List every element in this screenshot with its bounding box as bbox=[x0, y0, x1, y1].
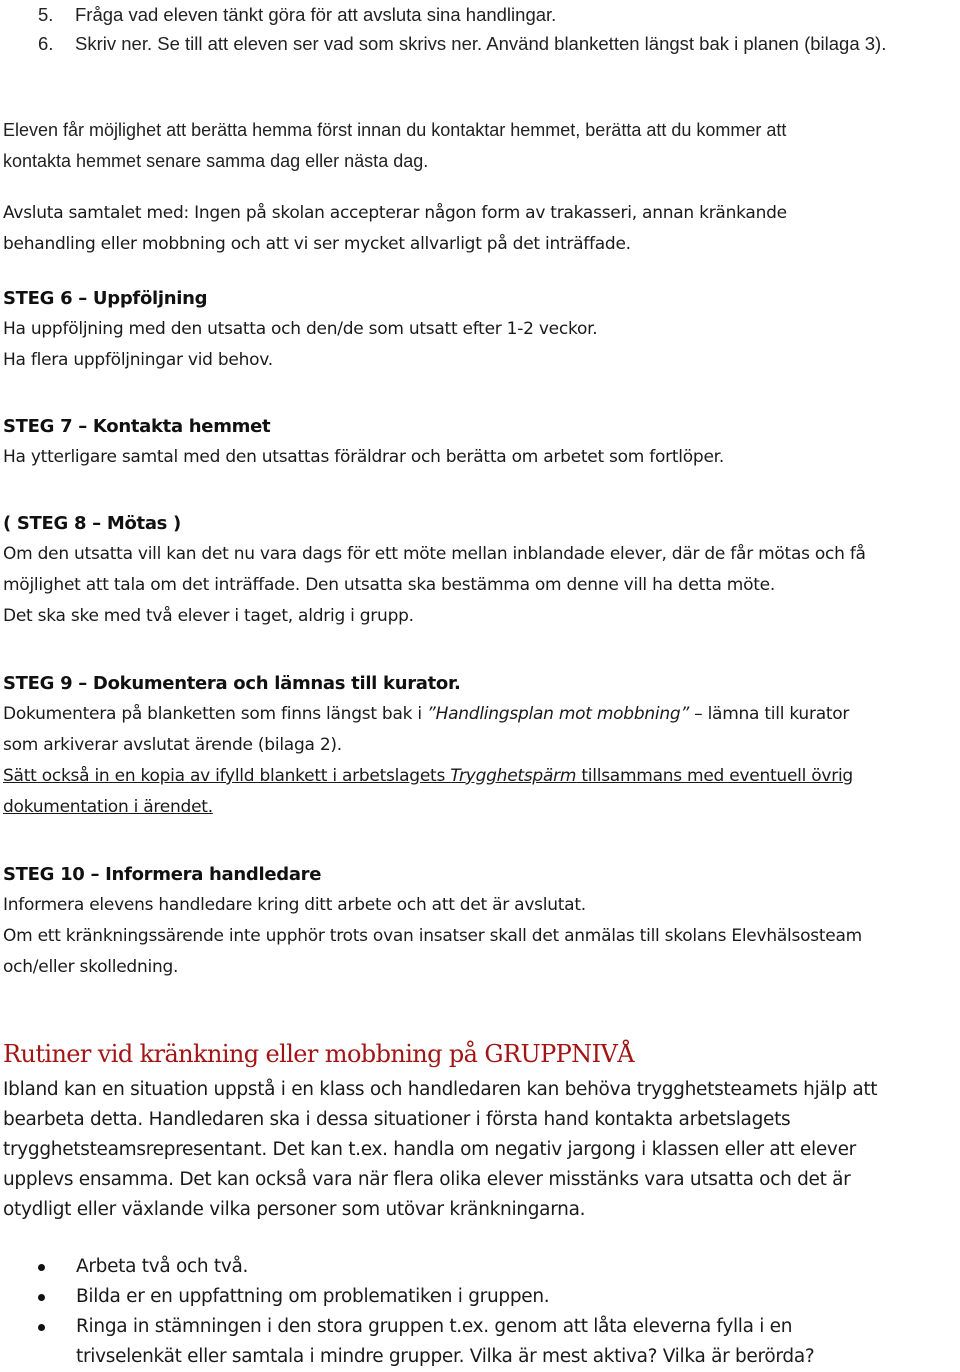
text-line: Ibland kan en situation uppstå i en klass och handledaren kan behöva trygghetsteamets hjälp att bbox=[3, 1079, 878, 1100]
bullet-text: Bilda er en uppfattning om problematiken i gruppen. bbox=[76, 1286, 550, 1307]
text-span: – lämna till kurator bbox=[689, 704, 850, 724]
group-level-paragraph bbox=[3, 1075, 953, 1225]
text-line: Om ett kränkningssärende inte upphör trots ovan insatser skall det anmälas till skolans Elevhälsosteam bbox=[3, 926, 862, 946]
text-line: kontakta hemmet senare samma dag eller nästa dag. bbox=[3, 151, 429, 171]
group-level-title: Rutiner vid kränkning eller mobbning på GRUPPNIVÅ bbox=[3, 1040, 634, 1068]
underlined-line: dokumentation i ärendet. bbox=[3, 797, 213, 817]
bullet-icon bbox=[38, 1324, 45, 1331]
bullet-text: trivselenkät eller samtala i mindre grupper. Vilka är mest aktiva? Vilka är berörda? bbox=[76, 1346, 815, 1367]
bullet-icon bbox=[38, 1264, 45, 1271]
text-line: Informera elevens handledare kring ditt arbete och att det är avslutat. bbox=[3, 895, 586, 915]
section-heading: STEG 9 – Dokumentera och lämnas till kurator. bbox=[3, 673, 461, 694]
text-line: bearbeta detta. Handledaren ska i dessa situationer i första hand kontakta arbetslagets bbox=[3, 1109, 791, 1130]
bullet-icon bbox=[38, 1294, 45, 1301]
bullet-text: Ringa in stämningen i den stora gruppen t.ex. genom att låta eleverna fylla i en bbox=[76, 1316, 793, 1337]
text-line: Det ska ske med två elever i taget, aldrig i grupp. bbox=[3, 606, 414, 626]
text-span: tillsammans med eventuell övrig bbox=[576, 766, 853, 786]
underlined-line bbox=[3, 761, 953, 792]
section-heading: STEG 7 – Kontakta hemmet bbox=[3, 416, 271, 437]
binder-reference: Trygghetspärm bbox=[450, 766, 577, 786]
section-heading: STEG 10 – Informera handledare bbox=[3, 864, 322, 885]
section-steg-7 bbox=[3, 411, 953, 473]
text-line: Om den utsatta vill kan det nu vara dags för ett möte mellan inblandade elever, där de får mötas och få bbox=[3, 544, 866, 564]
text-line: Ha ytterligare samtal med den utsattas föräldrar och berätta om arbetet som fortlöper. bbox=[3, 447, 725, 467]
section-steg-6 bbox=[3, 283, 953, 376]
list-item bbox=[0, 29, 945, 58]
text-line: Avsluta samtalet med: Ingen på skolan accepterar någon form av trakasseri, annan kränkande bbox=[3, 203, 787, 223]
text-line: upplevs ensamma. Det kan också vara när flera olika elever misstänks vara utsatta och det är bbox=[3, 1169, 851, 1190]
bullet-item bbox=[0, 1252, 936, 1282]
bullet-text: Arbeta två och två. bbox=[76, 1256, 249, 1277]
bullet-item bbox=[0, 1282, 936, 1312]
section-heading: STEG 6 – Uppföljning bbox=[3, 288, 208, 309]
document-title-reference: ”Handlingsplan mot mobbning” bbox=[427, 704, 690, 724]
list-item bbox=[0, 0, 945, 29]
text-line: möjlighet att tala om det inträffade. Den utsatta ska bestämma om denne vill ha detta möte. bbox=[3, 575, 776, 595]
text-span: Dokumentera på blanketten som finns längst bak i bbox=[3, 704, 428, 724]
text-span: Sätt också in en kopia av ifylld blankett i arbetslagets bbox=[3, 766, 451, 786]
text-line bbox=[3, 699, 953, 730]
section-steg-8 bbox=[3, 508, 953, 632]
section-heading: ( STEG 8 – Mötas ) bbox=[3, 513, 181, 534]
ordered-list bbox=[0, 0, 945, 58]
section-steg-9 bbox=[3, 668, 953, 823]
list-number: 6. bbox=[38, 33, 54, 54]
text-line: och/eller skolledning. bbox=[3, 957, 179, 977]
list-item-text: Fråga vad eleven tänkt göra för att avsluta sina handlingar. bbox=[75, 4, 557, 25]
paragraph-contact-home bbox=[3, 115, 953, 177]
bullet-list bbox=[0, 1252, 960, 1372]
text-line: Eleven får möjlighet att berätta hemma först innan du kontaktar hemmet, berätta att du kommer att bbox=[3, 120, 787, 140]
text-line: Ha uppföljning med den utsatta och den/de som utsatt efter 1-2 veckor. bbox=[3, 319, 598, 339]
text-line: Ha flera uppföljningar vid behov. bbox=[3, 350, 273, 370]
paragraph-end-conversation bbox=[3, 198, 953, 260]
list-number: 5. bbox=[38, 4, 54, 25]
text-line: som arkiverar avslutat ärende (bilaga 2). bbox=[3, 735, 342, 755]
text-line: behandling eller mobbning och att vi ser mycket allvarligt på det inträffade. bbox=[3, 234, 631, 254]
bullet-item bbox=[0, 1312, 936, 1372]
list-item-text: Skriv ner. Se till att eleven ser vad som skrivs ner. Använd blanketten längst bak i planen (bilaga 3). bbox=[75, 33, 887, 54]
text-line: trygghetsteamsrepresentant. Det kan t.ex. handla om negativ jargong i klassen eller att elever bbox=[3, 1139, 856, 1160]
section-steg-10 bbox=[3, 859, 953, 983]
text-line: otydligt eller växlande vilka personer som utövar kränkningarna. bbox=[3, 1199, 586, 1220]
